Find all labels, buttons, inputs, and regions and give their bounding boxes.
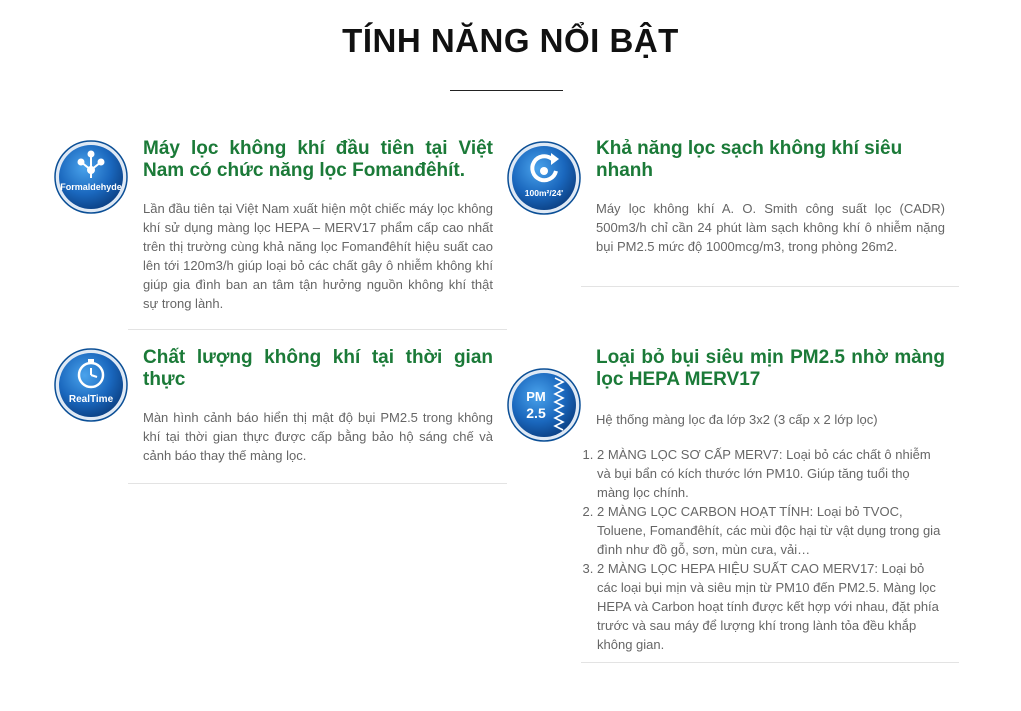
pm25-icon-label-top: PM (526, 389, 546, 404)
list-item: 2. 2 MÀNG LỌC CARBON HOẠT TÍNH: Loại bỏ TVOC, Toluene, Fomanđêhít, các mùi độc hại từ vật dụng trong gia đình như đồ gỗ, sơn, mùn cưa, vải… (597, 502, 945, 559)
realtime-clock-icon (54, 348, 128, 422)
title-divider (450, 90, 563, 91)
feature-title: Chất lượng không khí tại thời gian thực (143, 347, 493, 390)
feature-divider (581, 662, 959, 663)
list-item: 3. 2 MÀNG LỌC HEPA HIỆU SUẤT CAO MERV17: Loại bỏ các loại bụi mịn và siêu mịn từ PM10 đến PM2.5. Màng lọc HEPA và Carbon hoạt tính được kết hợp với nhau, đặt phía trước và sau máy để lượng khí trong lành tỏa đều khắp không gian. (597, 559, 945, 654)
page-title: TÍNH NĂNG NỔI BẬT (342, 22, 679, 59)
feature-title: Loại bỏ bụi siêu mịn PM2.5 nhờ màng lọc HEPA MERV17 (596, 347, 945, 390)
feature-divider (128, 329, 507, 330)
realtime-icon-label: RealTime (68, 394, 114, 405)
formaldehyde-icon (54, 140, 128, 214)
feature-description: Máy lọc không khí A. O. Smith công suất lọc (CADR) 500m3/h chỉ cần 24 phút làm sạch không khí ô nhiễm nặng bụi PM2.5 mức độ 1000mcg/m3, trong phòng 26m2. (596, 201, 945, 254)
feature-description: Màn hình cảnh báo hiển thị mật độ bụi PM2.5 trong không khí tại thời gian thực được cấp bằng bảo hộ sáng chế và cảnh báo thay thế màng lọc. (143, 410, 493, 463)
list-item: 1. 2 MÀNG LỌC SƠ CẤP MERV7: Loại bỏ các chất ô nhiễm và bụi bẩn có kích thước lớn PM10. Giúp tăng tuổi thọ màng lọc chính. (597, 445, 945, 502)
feature-divider (128, 483, 507, 484)
pm25-icon-label-bottom: 2.5 (526, 405, 546, 421)
feature-title: Máy lọc không khí đầu tiên tại Việt Nam có chức năng lọc Fomanđêhít. (143, 138, 493, 181)
feature-description: Hệ thống màng lọc đa lớp 3x2 (3 cấp x 2 lớp lọc) (596, 412, 878, 427)
feature-description: Lần đầu tiên tại Việt Nam xuất hiện một chiếc máy lọc không khí sử dụng màng lọc HEPA – MERV17 phẩm cấp cao nhất trên thị trường cùng khả năng lọc Fomanđêhít hiệu suất cao lên tới 120m3/h giúp loại bỏ các chất gây ô nhiễm không khí giúp gia đình ban an tâm tận hưởng nguồn không khí thật sự trong lành. (143, 201, 493, 311)
pm25-icon (507, 368, 581, 442)
feature-title: Khả năng lọc sạch không khí siêu nhanh (596, 138, 903, 181)
filter-list (582, 445, 945, 654)
feature-divider (581, 286, 959, 287)
formaldehyde-icon-label: Formaldehyde (60, 182, 122, 192)
cadr-icon-label: 100m²/24' (524, 188, 564, 198)
cadr-icon (507, 141, 581, 215)
